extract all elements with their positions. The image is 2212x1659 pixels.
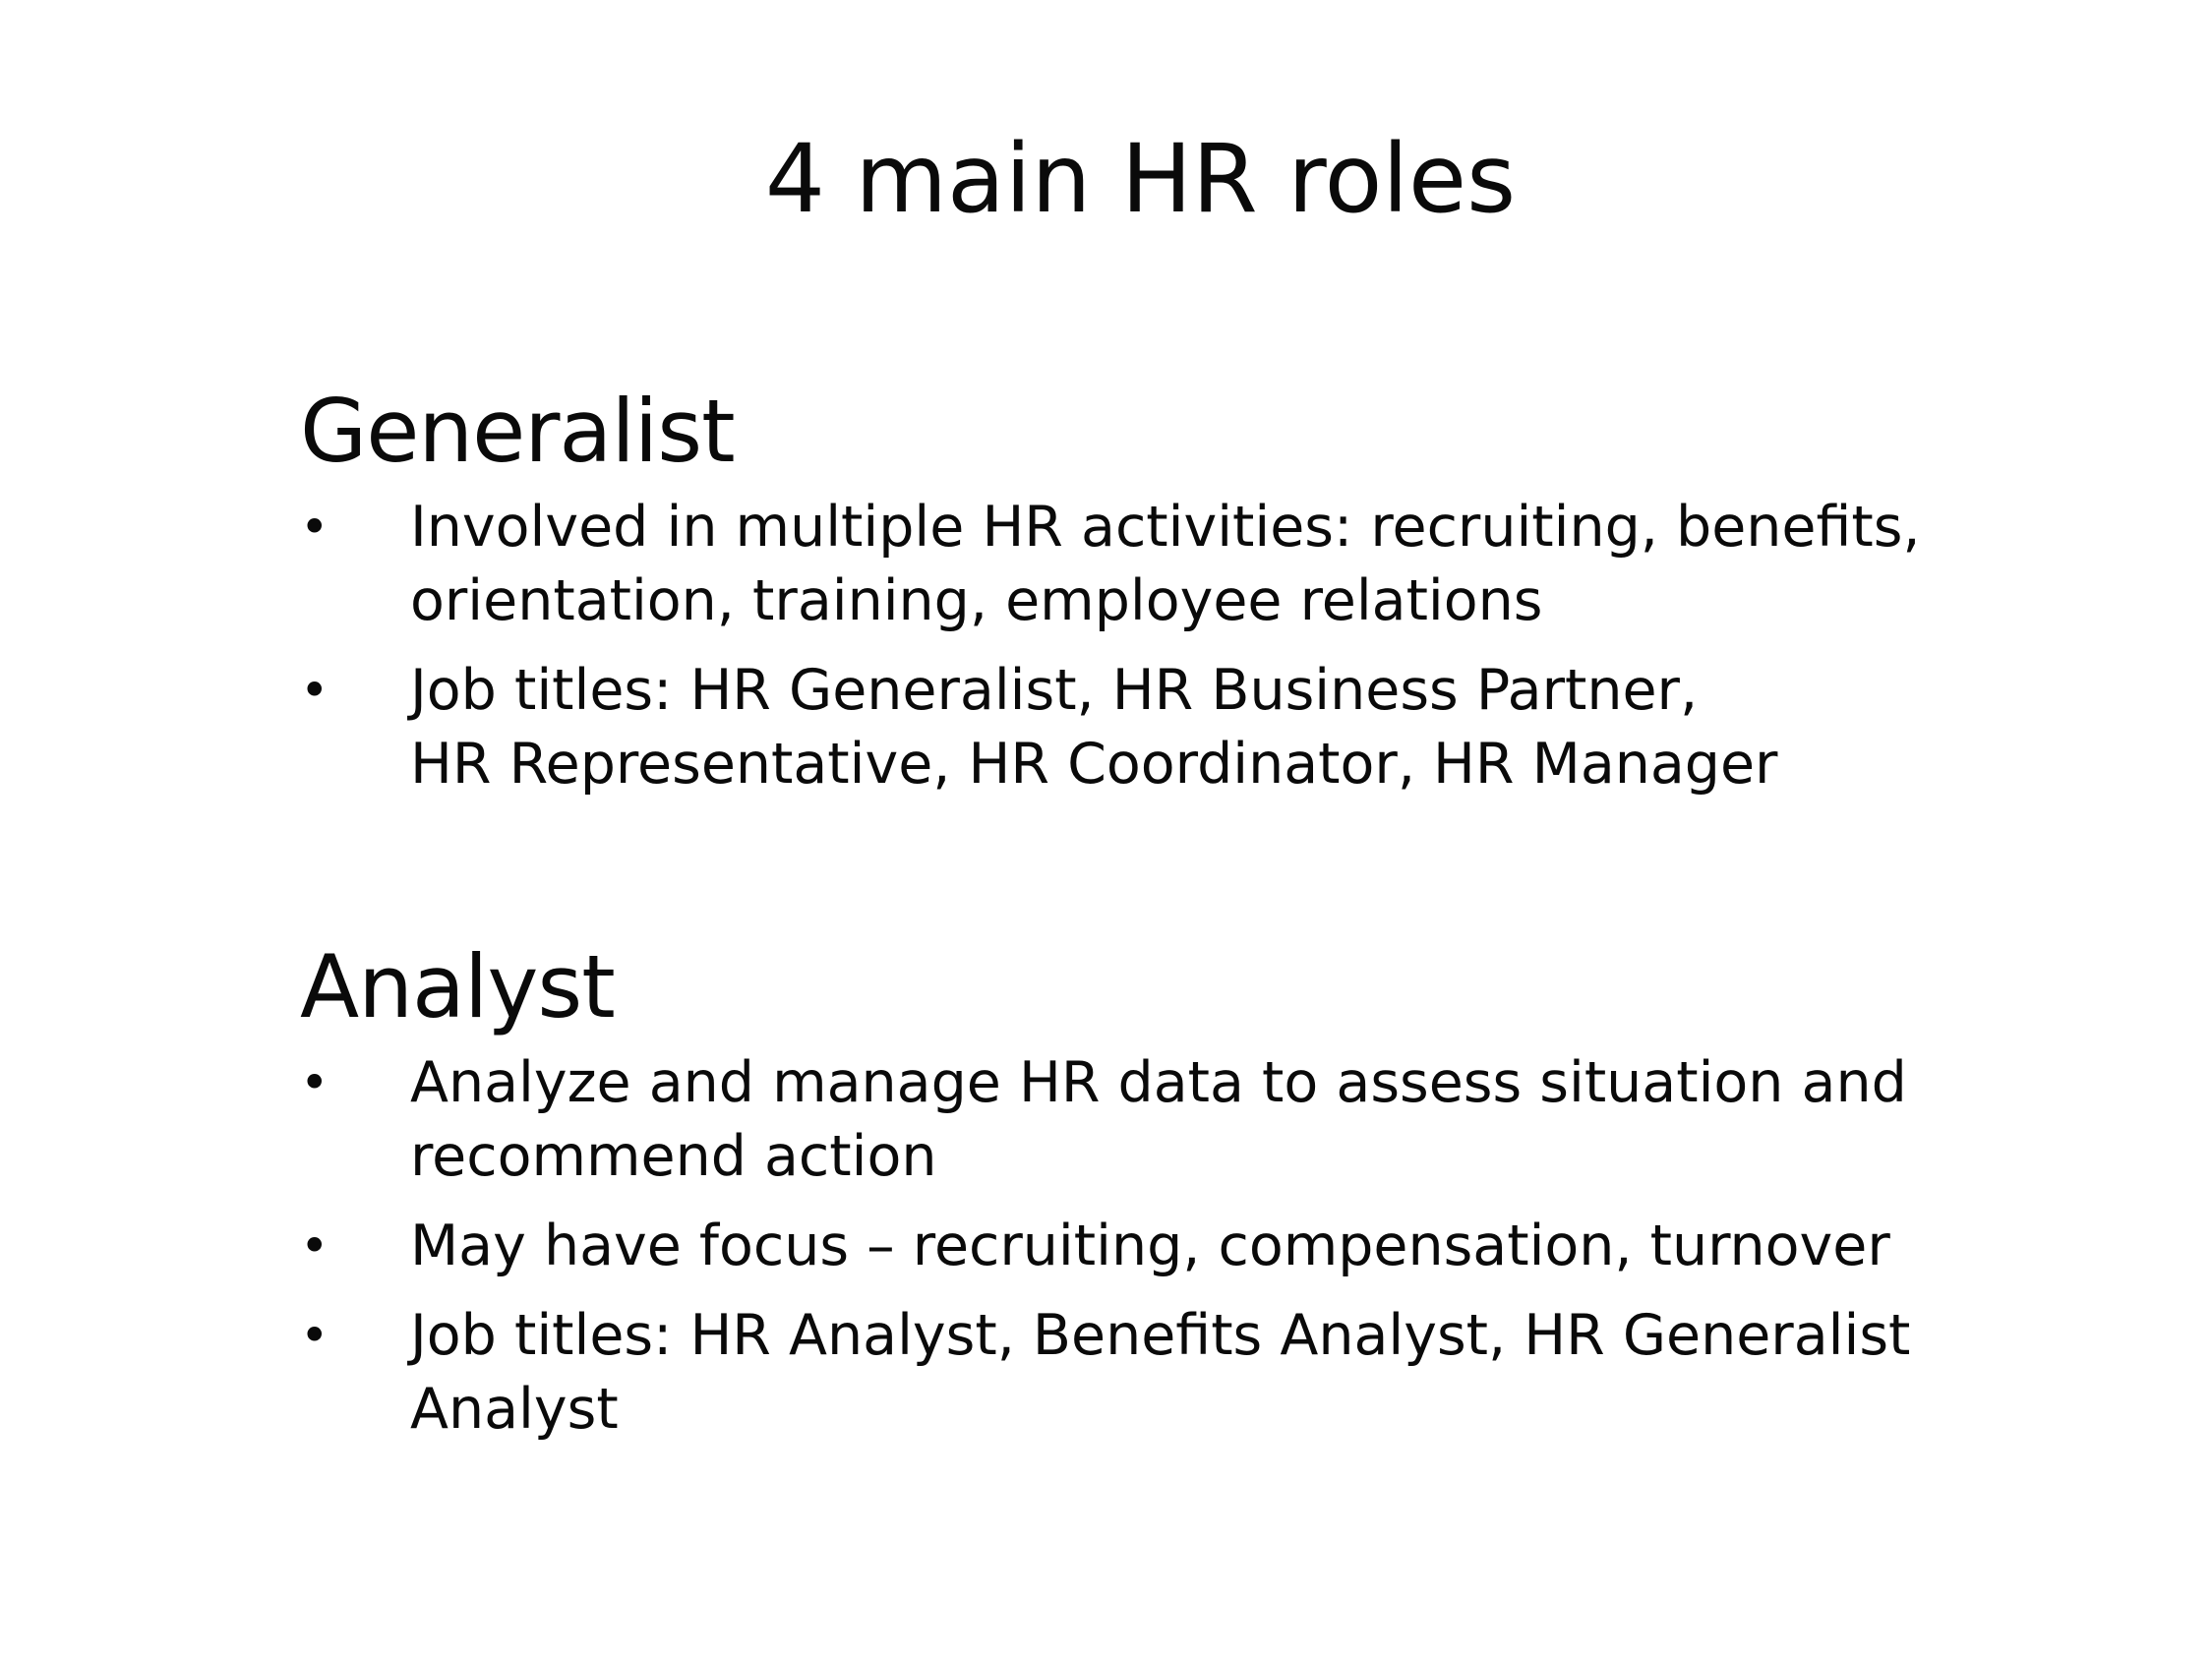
bullet-text-line: Job titles: HR Analyst, Benefits Analyst, HR Generalist	[410, 1303, 1911, 1369]
bullet-text-line: orientation, training, employee relations	[410, 568, 1543, 634]
bullet-item	[300, 1046, 2070, 1194]
bullet-item	[300, 491, 2070, 638]
bullet-text-line: recommend action	[410, 1124, 937, 1190]
bullet-item	[300, 1299, 2070, 1447]
bullet-dot-icon: •	[300, 1307, 329, 1365]
bullet-text-line: May have focus – recruiting, compensation, turnover	[410, 1214, 1890, 1279]
bullet-text-line: Analyze and manage HR data to assess situation and	[410, 1050, 1907, 1116]
section-generalist	[300, 382, 2070, 817]
section-analyst	[300, 937, 2070, 1462]
section-heading-analyst: Analyst	[300, 936, 615, 1037]
bullet-dot-icon: •	[300, 1217, 329, 1275]
bullet-text-line: HR Representative, HR Coordinator, HR Manager	[410, 732, 1778, 798]
section-heading-generalist: Generalist	[300, 381, 735, 482]
bullet-dot-icon: •	[300, 1054, 329, 1112]
slide-title: 4 main HR roles	[764, 124, 1517, 234]
bullet-text-line: Job titles: HR Generalist, HR Business Partner,	[410, 658, 1699, 724]
bullet-list-analyst	[300, 1046, 2070, 1447]
bullet-text-line: Involved in multiple HR activities: recruiting, benefits,	[410, 495, 1921, 561]
bullet-item	[300, 1210, 2070, 1283]
bullet-dot-icon: •	[300, 499, 329, 557]
bullet-dot-icon: •	[300, 662, 329, 720]
bullet-list-generalist	[300, 491, 2070, 801]
bullet-text-line: Analyst	[410, 1377, 619, 1443]
bullet-item	[300, 654, 2070, 801]
